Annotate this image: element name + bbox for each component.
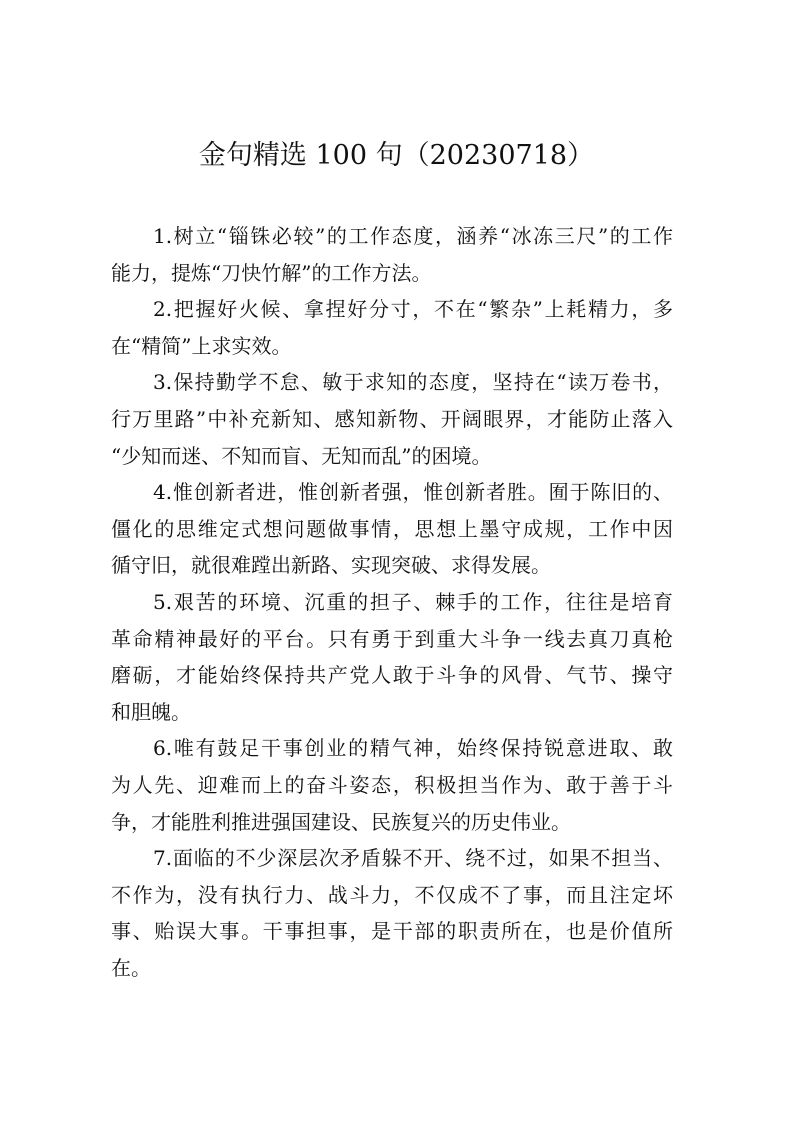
- paragraph-line: 为人先、迎难而上的奋斗姿态，积极担当作为、敢于善于斗: [111, 772, 673, 797]
- paragraph-line: 5.艰苦的环境、沉重的担子、棘手的工作，往往是培育: [153, 589, 673, 614]
- paragraph: [111, 218, 673, 291]
- paragraph-line: 和胆魄。: [111, 699, 191, 724]
- paragraph-line: 6.唯有鼓足干事创业的精气神，始终保持锐意进取、敢: [153, 736, 673, 761]
- paragraph-line: 循守旧，就很难蹚出新路、实现突破、求得发展。: [111, 553, 551, 578]
- paragraph: [111, 840, 673, 986]
- paragraph-line: 行万里路”中补充新知、感知新物、开阔眼界，才能防止落入: [111, 406, 673, 431]
- paragraph-line: 磨砺，才能始终保持共产党人敢于斗争的风骨、气节、操守: [111, 663, 673, 688]
- document-body: [111, 218, 673, 986]
- paragraph-line: 革命精神最好的平台。只有勇于到重大斗争一线去真刀真枪: [111, 626, 673, 651]
- paragraph-line: 僵化的思维定式想问题做事情，思想上墨守成规，工作中因: [111, 516, 673, 541]
- paragraph: [111, 474, 673, 584]
- document-title: 金句精选 100 句（20230718）: [198, 140, 595, 171]
- paragraph-line: 能力，提炼“刀快竹解”的工作方法。: [111, 260, 432, 285]
- paragraph-line: 事、贻误大事。干事担事，是干部的职责所在，也是价值所: [111, 919, 673, 944]
- paragraph-line: 1.树立“锱铢必较”的工作态度，涵养“冰冻三尺”的工作: [153, 224, 673, 248]
- paragraph: [111, 364, 673, 474]
- paragraph-line: 4.惟创新者进，惟创新者强，惟创新者胜。囿于陈旧的、: [153, 480, 673, 505]
- paragraph-line: 在“精简”上求实效。: [111, 333, 292, 358]
- paragraph-line: 争，才能胜利推进强国建设、民族复兴的历史伟业。: [111, 809, 571, 834]
- paragraph-line: 3.保持勤学不怠、敏于求知的态度，坚持在“读万卷书，: [153, 370, 673, 395]
- paragraph-line: 2.把握好火候、拿捏好分寸，不在“繁杂”上耗精力，多: [153, 297, 673, 322]
- paragraph-line: 不作为，没有执行力、战斗力，不仅成不了事，而且注定坏: [111, 882, 673, 907]
- paragraph-line: 在。: [111, 955, 151, 980]
- paragraph: [111, 291, 673, 364]
- paragraph: [111, 730, 673, 840]
- paragraph-line: 7.面临的不少深层次矛盾躲不开、绕不过，如果不担当、: [153, 846, 673, 871]
- paragraph: [111, 584, 673, 730]
- paragraph-line: “少知而迷、不知而盲、无知而乱”的困境。: [111, 443, 492, 468]
